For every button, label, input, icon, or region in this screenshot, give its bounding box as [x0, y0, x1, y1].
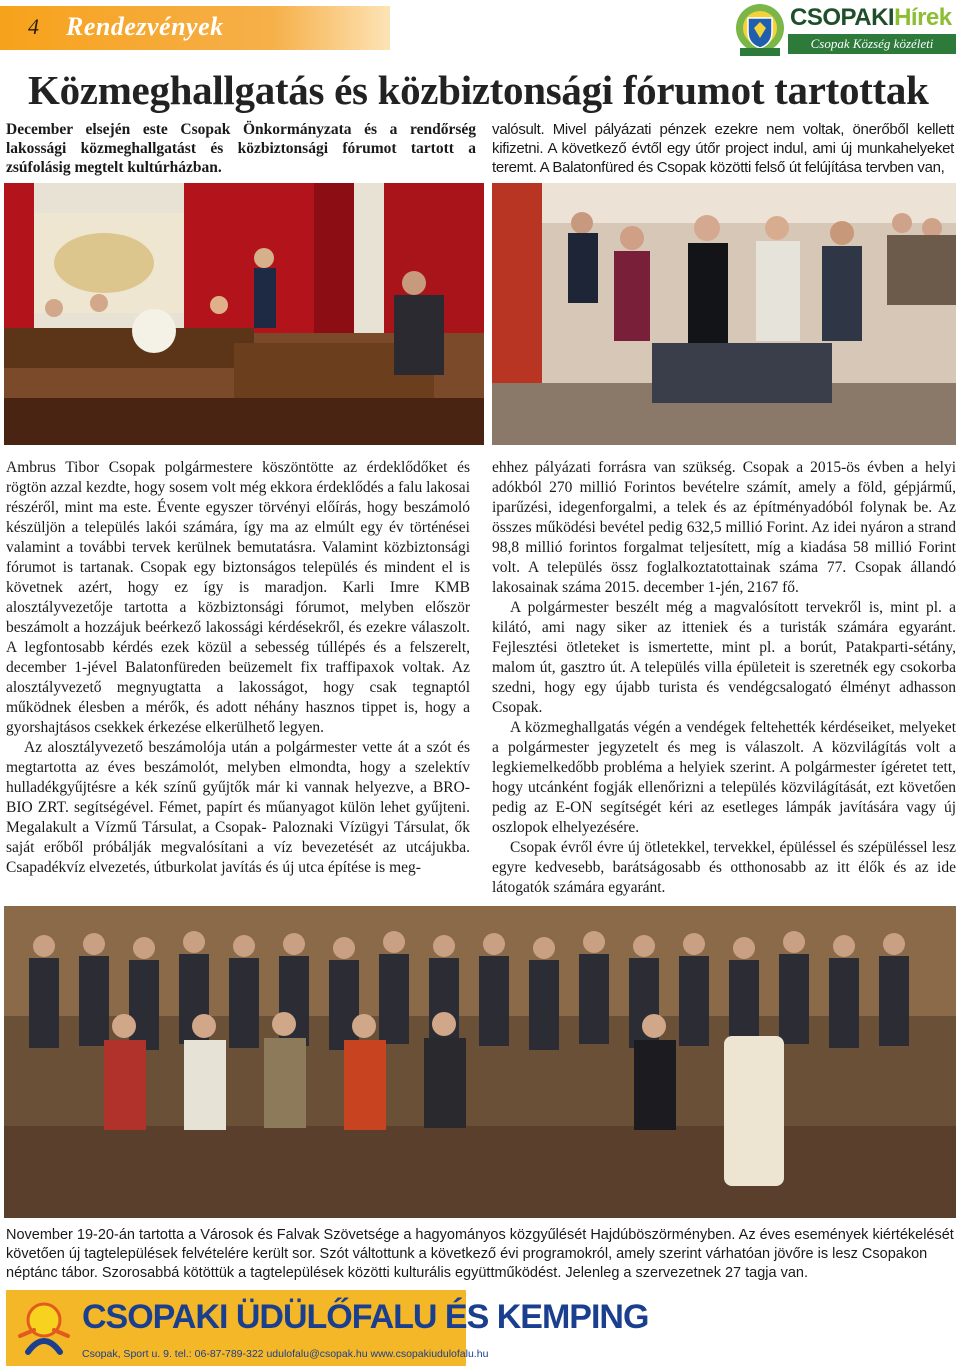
sun-person-icon — [10, 1294, 78, 1362]
right-paragraph-4: Csopak évről évre új ötletekkel, tervekkel, épüléssel és szépüléssel lesz egyre kedvesebb, barátságosabb és otthonosabb az itt élők és az ide látogatók számára egyaránt. — [492, 839, 956, 896]
ad-title: CSOPAKI ÜDÜLŐFALU ÉS KEMPING — [82, 1298, 649, 1336]
page-number: 4 — [28, 14, 39, 39]
logo-title: CSOPAKIHírek — [790, 4, 952, 31]
ad-contact: Csopak, Sport u. 9. tel.: 06-87-789-322 udulofalu@csopak.hu www.csopakiudulofalu.hu — [82, 1348, 489, 1360]
crest-icon — [734, 2, 786, 60]
article-lead: December elsején este Csopak Önkormányzata és a rendőrség lakossági közmeghallgatást és közbiztonsági fórumot tartott a zsúfolásig megtelt kultúrházban. — [6, 121, 476, 176]
right-column-top-text: valósult. Mivel pályázati pénzek ezekre nem voltak, önerőből kellett kifizetni. A következő évtől egy útőr project indul, ami új munkahelyeket teremt. A Balatonfüred és Csopak közötti felső út felújítása tervben van, — [492, 121, 954, 176]
podium-photo — [4, 183, 484, 445]
audience-photo — [492, 183, 956, 445]
article-right-column — [492, 458, 956, 898]
newspaper-logo — [734, 2, 960, 71]
kemping-advertisement[interactable] — [6, 1290, 649, 1366]
right-paragraph-1: ehhez pályázati forrásra van szükség. Csopak a 2015-ös évben a helyi adókból 270 millió Forintos bevételre számít, amely a föld, gépjármű, iparűzési, idegenforgalmi, a telek és az építményadóból folynak be. Az összes működési bevétel pedig 632,5 millió Forint. Az idei nyáron a strand 98,8 millió forintos forgalmat teljesített, míg a kiadása 58 millió Forint volt. A település össz foglalkoztatottainak száma 77. Csopak állandó lakosainak száma 2015. december 1-jén, 2167 fő. — [492, 459, 956, 596]
right-paragraph-3: A közmeghallgatás végén a vendégek feltehették kérdéseiket, melyeket a polgármester jegyzetelt és meg is válaszolt. A közvilágítás volt a legkiemelkedőbb probléma a helyiek szerint. A polgármester ígéretet tett, hogy utcánként fogják ellenőrizni a település közvilágítását, ezt követően pedig az E-ON segítségét kéri az esetleges lámpák javítására vagy új oszlopok elhelyezésére. — [492, 719, 956, 836]
group-photo-caption: November 19-20-án tartotta a Városok és Falvak Szövetsége a hagyományos közgyűlését Hajdúböszörményben. Az éves események kiértékelését követően új tagtelepülések felvételére került sor. Szót váltottunk a következő évi programokról, amely szerint várhatóan jövőre is lesz Csopakon néptánc tábor. Szorosabbá kötöttük a tagtelepülések közötti kulturális együttműködést. Jelenleg a szervezetnek 27 tagja van. — [6, 1227, 954, 1281]
right-paragraph-2: A polgármester beszélt még a magvalósított tervekről is, mint pl. a kilátó, ami nagy siker az itteniek és a turisták számára egyaránt. Fejlesztési ötleteket is ismertette, mint pl. a borút, Patakparti-sétány, malom út, gasztro út. A település villa épületeit is szeretnék egy csokorba szedni, hogy egy újabb turista és vendégcsalogató élményt adhasson Csopak. — [492, 599, 956, 716]
section-title: Rendezvények — [66, 12, 224, 41]
article-left-column — [6, 458, 470, 878]
logo-tagline: Csopak Község közéleti havilapja — [788, 34, 956, 54]
page-header — [0, 0, 960, 71]
left-paragraph-2: Az alosztályvezető beszámolója után a polgármester vette át a szót és megtartotta az éves beszámolót, melyben elmondta, hogy a szelektív hulladékgyűjtésre a kék színű gyűjtők már ki vannak helyezve, a BRO-BIO ZRT. segítségével. Fémet, papírt és műanyagot külön lehet gyűjteni. Megalakult a Vízmű Társulat, a Csopak- Paloznaki Vízügyi Társulat, ők saját erőből próbálják megvalósítani a víz bevezetését az utcájukba. Csapadékvíz elvezetés, útburkolat javítás és új utca építése is meg- — [6, 739, 470, 876]
article-headline: Közmeghallgatás és közbiztonsági fórumot tartottak — [28, 67, 929, 113]
group-photo — [4, 906, 956, 1218]
left-paragraph-1: Ambrus Tibor Csopak polgármestere köszöntötte az érdeklődőket és rögtön azzal kezdte, hogy sosem volt még ekkora érdeklődés a falu lakosai részéről, mint ma este. Évente egyszer törvényi előírás, hogy beszámoló készüljön a település lakói számára, így ma az elmúlt egy év történései valamint a további tervek kerülnek bemutatásra. Valamint közbiztonsági fórumot is tartanak. Csopak egy biztonságos település és mindent el is követnek azért, hogy ez így is maradjon. Karli Imre KMB alosztályvezetője tartotta a közbiztonsági fórumot, melyben először beszámolt a hozzájuk beérkező lakossági kérdésekről, és ezekre válaszolt. A legfontosabb kérdés ezek közül a sebesség túllépés és a felszerelt, december 1-jével Balatonfüreden beüzemelt fix traffipaxok voltak. Az alosztályvezető megnyugtatta a lakosságot, hogy csak tegnaptól működnek élesben a mérők, és adott néhány hasznos tippet is, hogy a gyorshajtásos csekkek érkezése elkerülhető legyen. — [6, 459, 470, 736]
